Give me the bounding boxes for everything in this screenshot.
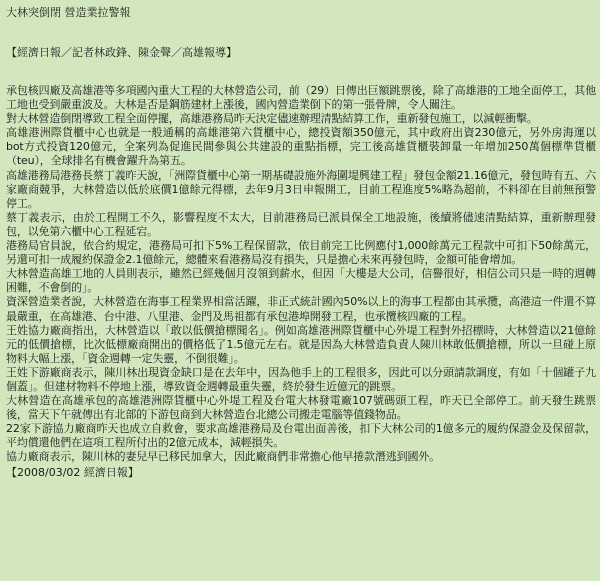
- article-paragraph: 22家下游協力廠商昨天也成立自救會，要求高雄港務局及台電出面善後，扣下大林公司的1億多元的履約保證金及保留款，平均償還他們在這項工程所付出的2億元成本，減輕損失。: [6, 422, 596, 450]
- article-headline: 大林突倒閉 營造業拉警報: [6, 6, 131, 19]
- article-date-source: 【2008/03/02 經濟日報】: [6, 465, 139, 479]
- article-body: [6, 84, 596, 465]
- article-paragraph: 對大林營造倒閉導致工程全面停擺，高雄港務局昨天決定儘速辦理清點結算工作，重新發包施工，以減輕衝擊。: [6, 112, 538, 126]
- article-paragraph: 大林營造在高雄承包的高雄港洲際貨櫃中心外堤工程及台電大林發電廠107號碼頭工程，昨天已全部停工。前天發生跳票後，當天下午就傳出有北部的下游包商到大林營造台北總公司搬走電腦等值錢物品。: [6, 394, 596, 422]
- article-paragraph: 王姓協力廠商指出，大林營造以「敢以低價搶標聞名」。例如高雄港洲際貨櫃中心外堤工程對外招標時，大林營造以21億餘元的低價搶標，比次低標廠商開出的價格低了1.5億元左右。就是因為大林營造負責人陳川林敢低價搶標，所以一旦碰上原物料大幅上漲，「資金週轉一定失靈，不倒很難」。: [6, 323, 596, 365]
- article-paragraph: 港務局官員說，依合約規定，港務局可扣下5%工程保留款，依目前完工比例應付1,000餘萬元工程款中可扣下50餘萬元，另還可扣一成履約保證金2.1億餘元，總體來看港務局沒有損失，只是擔心未來再發包時，金額可能會增加。: [6, 239, 596, 267]
- article-byline: 【經濟日報／記者林政鋒、陳金聲／高雄報導】: [6, 46, 237, 59]
- article-paragraph: 承包核四廠及高雄港等多項國內重大工程的大林營造公司，前（29）日傳出巨額跳票後，除了高雄港的工地全面停工，其他工地也受到嚴重波及。大林是否是鋼筋建材上漲後，國內營造業倒下的第一張骨牌，令人關注。: [6, 84, 596, 112]
- article-paragraph: 高雄港洲際貨櫃中心也就是一般通稱的高雄港第六貨櫃中心，總投資額350億元，其中政府出資230億元，另外房海運以bot方式投資120億元，全案列為促進民間參與公共建設的重點指標，完工後高雄貨櫃裝卸量一年增加250萬個標準貨櫃（teu），全球排名有機會躍升為第五。: [6, 126, 596, 168]
- article-paragraph: 王姓下游廠商表示，陳川林出現資金缺口是在去年中，因為他手上的工程很多，因此可以分頭請款調度，有如「十個罐子九個蓋」。但建材物料不停地上漲，導致資金週轉最重失靈，終於發生近億元的跳票。: [6, 365, 596, 393]
- article-paragraph: 協力廠商表示，陳川林的妻兒早已移民加拿大，因此廠商們非常擔心他早捲款潛逃到國外。: [6, 450, 440, 464]
- article-paragraph: 蔡丁義表示，由於工程開工不久，影響程度不太大，目前港務局已派員保全工地設施，後續將儘速清點結算，重新辦理發包，以免第六櫃中心工程延宕。: [6, 210, 596, 238]
- article-paragraph: 資深營造業者說，大林營造在海事工程業界相當活躍，非正式統計國內50%以上的海事工程都由其承攬，高港這一件還不算最嚴重，在高雄港、台中港、八里港、金門及馬祖都有承包港埠開發工程，也承攬核四廠的工程。: [6, 295, 596, 323]
- article-paragraph: 大林營造高雄工地的人員則表示，雖然已經幾個月沒領到薪水，但因「大樓是大公司，信譽很好，相信公司只是一時的週轉困難，不會倒的」。: [6, 267, 596, 295]
- article-paragraph: 高雄港務局港務長蔡丁義昨天說，「洲際貨櫃中心第一期基礎設施外海圍堤興建工程」發包金額21.16億元，發包時有五、六家廠商競爭，大林營造以低於底價1億餘元得標，去年9月3日申報開工，目前工程進度5%略為超前，不料卻在目前無預警停工。: [6, 168, 596, 210]
